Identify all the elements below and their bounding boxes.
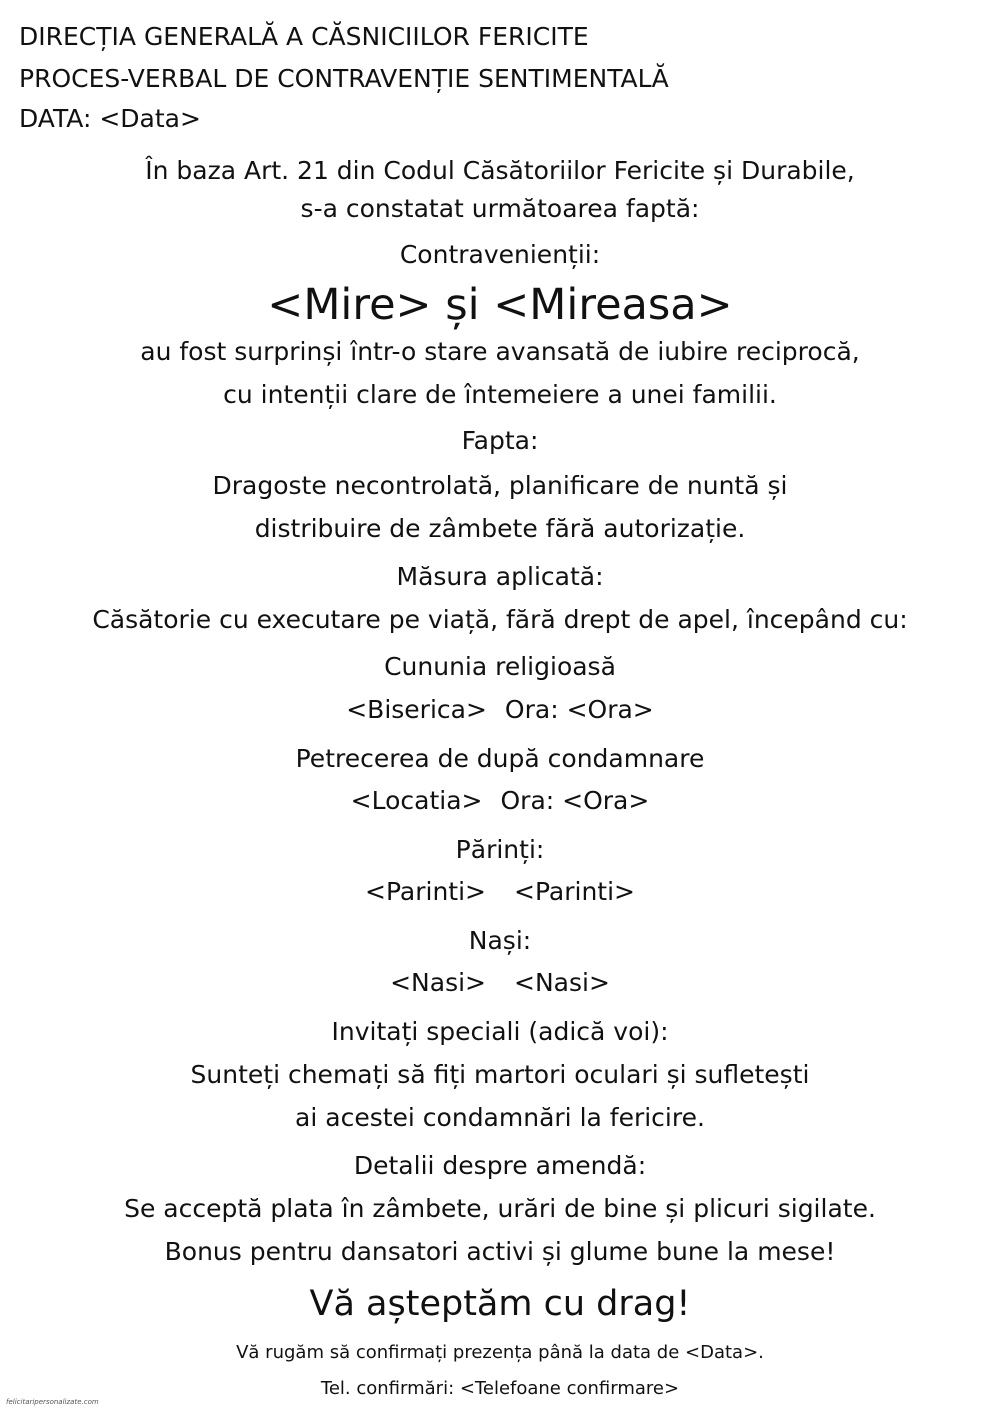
offenders-line-2: cu intenții clare de întemeiere a unei familii. bbox=[223, 380, 777, 409]
date-line: DATA: <Data> bbox=[19, 104, 201, 133]
intro-line-1: În baza Art. 21 din Codul Căsătoriilor Fericite și Durabile, bbox=[145, 156, 855, 185]
measure-label: Măsura aplicată: bbox=[396, 562, 604, 591]
guests-label: Invitați speciali (adică voi): bbox=[331, 1017, 669, 1046]
site-watermark: felicitaripersonalizate.com bbox=[6, 1398, 99, 1406]
ceremony-time: Ora: <Ora> bbox=[504, 695, 654, 724]
offenders-line-1: au fost surprinși într-o stare avansată de iubire reciprocă, bbox=[140, 337, 860, 366]
institution-title: DIRECȚIA GENERALĂ A CĂSNICIILOR FERICITE bbox=[19, 22, 589, 51]
party-time: Ora: <Ora> bbox=[500, 786, 650, 815]
party-label: Petrecerea de după condamnare bbox=[295, 744, 705, 773]
godparents-second: <Nasi> bbox=[514, 968, 610, 997]
closing-title: Vă așteptăm cu drag! bbox=[309, 1284, 691, 1324]
parents-first: <Parinti> bbox=[365, 877, 486, 906]
guests-line-1: Sunteți chemați să fiți martori oculari și sufletești bbox=[190, 1060, 810, 1089]
parents-label: Părinți: bbox=[455, 835, 545, 864]
offenders-label: Contravenienții: bbox=[399, 240, 601, 269]
parents-names bbox=[0, 876, 1000, 908]
fine-label: Detalii despre amendă: bbox=[353, 1151, 647, 1180]
godparents-first: <Nasi> bbox=[390, 968, 486, 997]
fine-line-1: Se acceptă plata în zâmbete, urări de bine și plicuri sigilate. bbox=[124, 1194, 876, 1223]
guests-line-2: ai acestei condamnări la fericire. bbox=[295, 1103, 705, 1132]
deed-label: Fapta: bbox=[461, 426, 539, 455]
godparents-names bbox=[0, 967, 1000, 999]
deed-line-2: distribuire de zâmbete fără autorizație. bbox=[254, 514, 746, 543]
measure-text: Căsătorie cu executare pe viață, fără drept de apel, începând cu: bbox=[92, 605, 908, 634]
ceremony-details bbox=[0, 694, 1000, 726]
ceremony-label: Cununia religioasă bbox=[384, 652, 616, 681]
rsvp-phone: Tel. confirmări: <Telefoane confirmare> bbox=[320, 1378, 680, 1399]
document-type-title: PROCES-VERBAL DE CONTRAVENȚIE SENTIMENTALĂ bbox=[19, 64, 669, 93]
party-place: <Locatia> bbox=[350, 786, 483, 815]
godparents-label: Nași: bbox=[468, 926, 532, 955]
rsvp-note: Vă rugăm să confirmați prezența până la data de <Data>. bbox=[236, 1342, 764, 1363]
ceremony-place: <Biserica> bbox=[346, 695, 487, 724]
intro-line-2: s-a constatat următoarea faptă: bbox=[300, 194, 700, 223]
fine-line-2: Bonus pentru dansatori activi și glume bune la mese! bbox=[164, 1237, 836, 1266]
party-details bbox=[0, 785, 1000, 817]
parents-second: <Parinti> bbox=[514, 877, 635, 906]
deed-line-1: Dragoste necontrolată, planificare de nuntă și bbox=[212, 471, 788, 500]
couple-names: <Mire> și <Mireasa> bbox=[267, 280, 733, 330]
